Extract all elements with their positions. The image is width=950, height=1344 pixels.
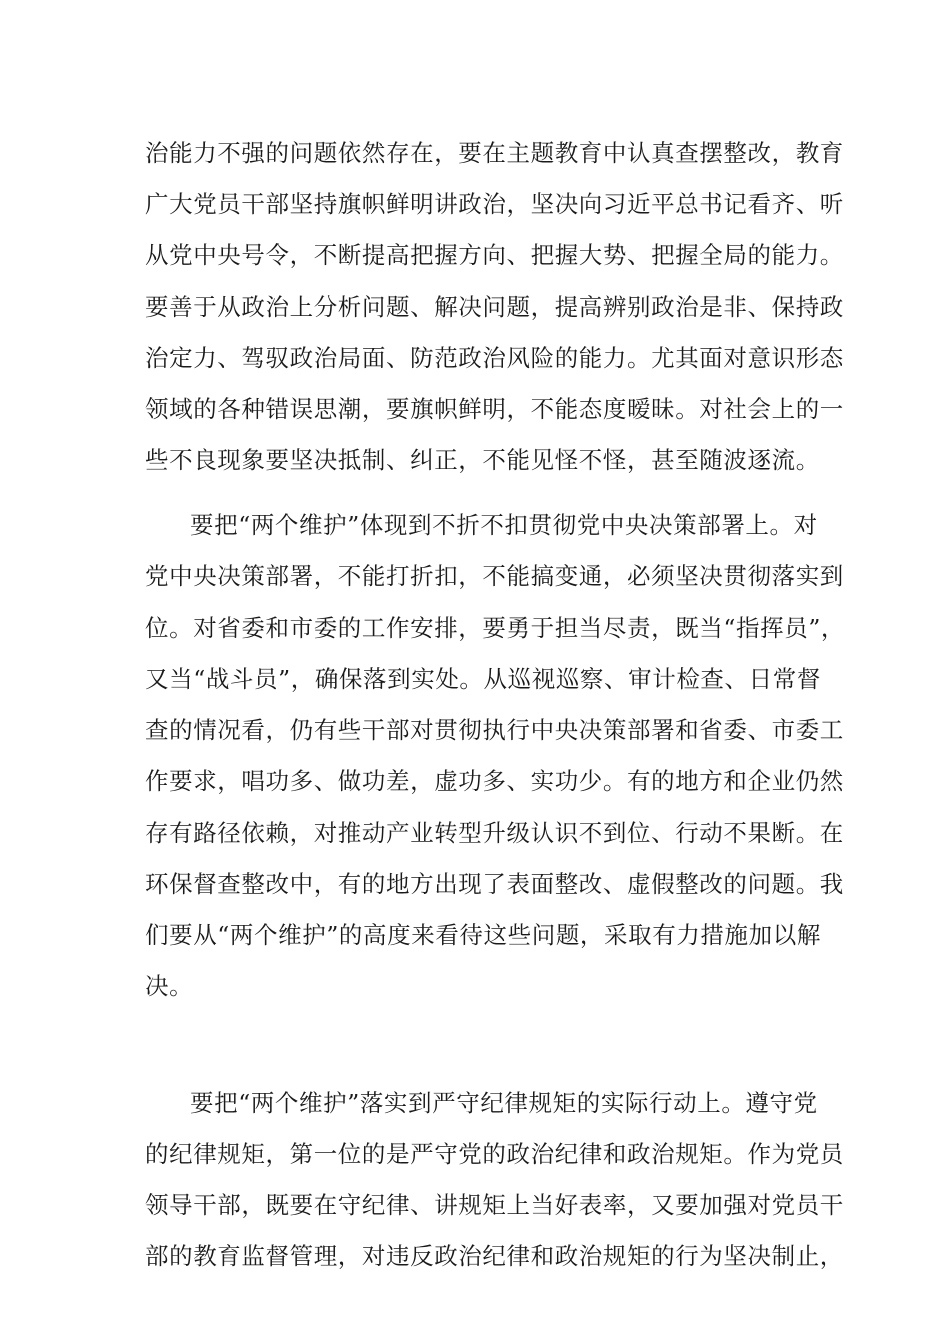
paragraph-2-line-5: 查的情况看，仍有些干部对贯彻执行中央决策部署和省委、市委工 <box>145 716 844 744</box>
paragraph-3-line-3: 领导干部，既要在守纪律、讲规矩上当好表率，又要加强对党员干 <box>145 1191 844 1219</box>
paragraph-1-line-2: 广大党员干部坚持旗帜鲜明讲政治，坚决向习近平总书记看齐、听 <box>145 190 844 218</box>
paragraph-3-line-2: 的纪律规矩，第一位的是严守党的政治纪律和政治规矩。作为党员 <box>145 1140 844 1168</box>
paragraph-1-line-5: 治定力、驾驭政治局面、防范政治风险的能力。尤其面对意识形态 <box>145 344 844 372</box>
paragraph-2-line-10: 决。 <box>145 972 194 1000</box>
paragraph-1-line-1: 治能力不强的问题依然存在，要在主题教育中认真查摆整改，教育 <box>145 139 844 167</box>
paragraph-2-line-6: 作要求，唱功多、做功差，虚功多、实功少。有的地方和企业仍然 <box>145 767 844 795</box>
paragraph-1-line-4: 要善于从政治上分析问题、解决问题，提高辨别政治是非、保持政 <box>145 293 844 321</box>
paragraph-2-line-1: 要把“两个维护”体现到不折不扣贯彻党中央决策部署上。对 <box>190 511 818 539</box>
paragraph-2-line-9: 们要从“两个维护”的高度来看待这些问题，采取有力措施加以解 <box>145 921 821 949</box>
paragraph-3-line-1: 要把“两个维护”落实到严守纪律规矩的实际行动上。遵守党 <box>190 1089 818 1117</box>
paragraph-2-line-7: 存有路径依赖，对推动产业转型升级认识不到位、行动不果断。在 <box>145 819 844 847</box>
paragraph-2-line-2: 党中央决策部署，不能打折扣，不能搞变通，必须坚决贯彻落实到 <box>145 562 844 590</box>
paragraph-1-line-6: 领域的各种错误思潮，要旗帜鲜明，不能态度暧昧。对社会上的一 <box>145 395 844 423</box>
paragraph-2-line-3: 位。对省委和市委的工作安排，要勇于担当尽责，既当“指挥员”， <box>145 614 846 642</box>
paragraph-3-line-4: 部的教育监督管理，对违反政治纪律和政治规矩的行为坚决制止， <box>145 1242 844 1270</box>
paragraph-1-line-3: 从党中央号令，不断提高把握方向、把握大势、把握全局的能力。 <box>145 241 844 269</box>
paragraph-2-line-8: 环保督查整改中，有的地方出现了表面整改、虚假整改的问题。我 <box>145 870 844 898</box>
paragraph-2-line-4: 又当“战斗员”，确保落到实处。从巡视巡察、审计检查、日常督 <box>145 665 821 693</box>
paragraph-2-line-11 <box>145 1018 805 1058</box>
paragraph-1-line-7: 些不良现象要坚决抵制、纠正，不能见怪不怪，甚至随波逐流。 <box>145 446 820 474</box>
